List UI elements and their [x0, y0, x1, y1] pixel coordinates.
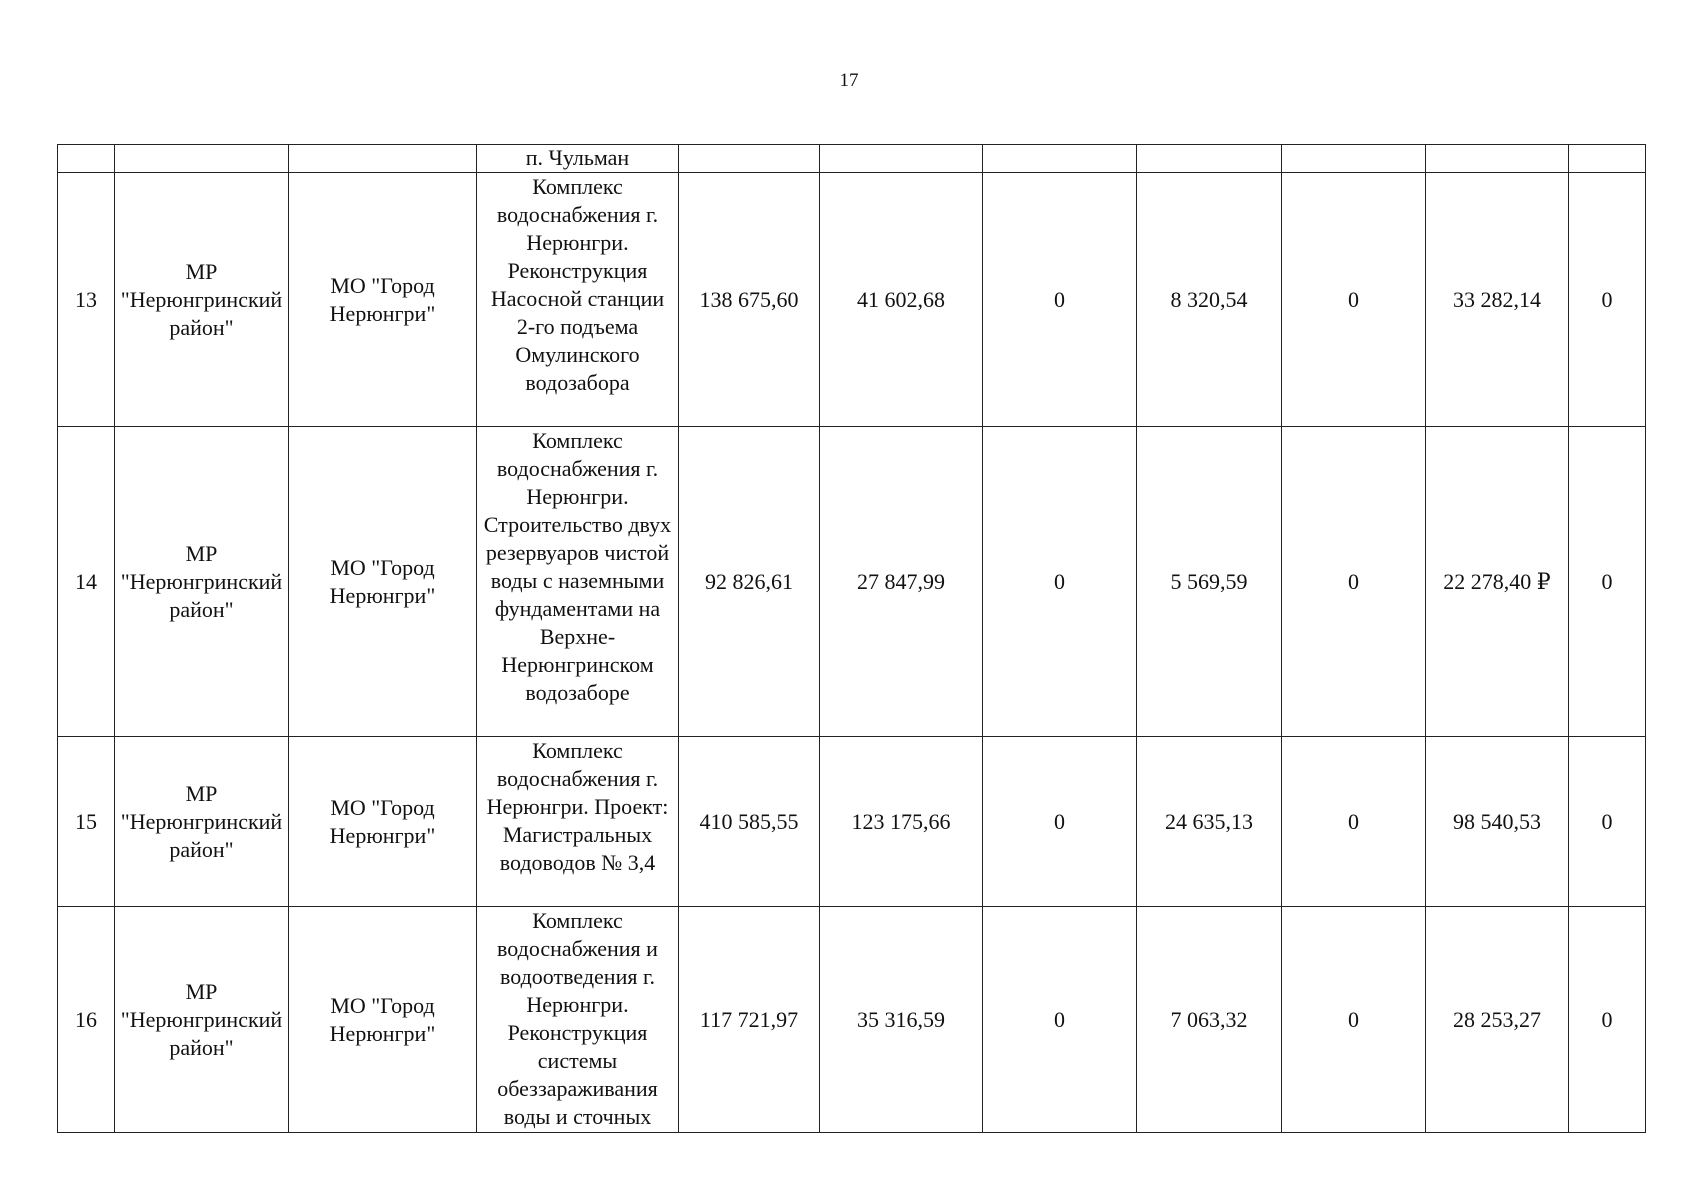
- table-row: [58, 907, 1646, 1133]
- cell-description: Комплекс водоснабжения г. Нерюнгри. Строительство двух резервуаров чистой воды с наземными фундаментами на Верхне-Нерюнгринском водозаборе: [477, 427, 679, 737]
- cell-description: Комплекс водоснабжения и водоотведения г. Нерюнгри. Реконструкция системы обеззараживания воды и сточных: [477, 907, 679, 1133]
- cell-value-1: 117 721,97: [679, 907, 820, 1133]
- cell-value-7: 0: [1569, 907, 1646, 1133]
- cell-value-6: 28 253,27: [1426, 907, 1569, 1133]
- cell-municipality: МО "Город Нерюнгри": [289, 427, 477, 737]
- cell-value-4: 7 063,32: [1137, 907, 1282, 1133]
- cell-value-1: 138 675,60: [679, 173, 820, 427]
- cell-value-1: [679, 145, 820, 173]
- financing-table: [57, 144, 1646, 1133]
- cell-value-2: 35 316,59: [820, 907, 983, 1133]
- cell-value-4: 8 320,54: [1137, 173, 1282, 427]
- cell-district: МР "Нерюнгринский район": [115, 737, 289, 907]
- cell-value-5: 0: [1282, 907, 1426, 1133]
- cell-district: [115, 145, 289, 173]
- cell-district: МР "Нерюнгринский район": [115, 173, 289, 427]
- cell-value-3: 0: [983, 173, 1137, 427]
- cell-index: [58, 145, 115, 173]
- cell-value-6: [1426, 145, 1569, 173]
- cell-index: 16: [58, 907, 115, 1133]
- table-row: [58, 427, 1646, 737]
- cell-value-2: [820, 145, 983, 173]
- cell-value-4: 5 569,59: [1137, 427, 1282, 737]
- cell-value-5: 0: [1282, 173, 1426, 427]
- cell-index: 13: [58, 173, 115, 427]
- cell-value-7: 0: [1569, 173, 1646, 427]
- cell-value-1: 92 826,61: [679, 427, 820, 737]
- cell-value-6: 98 540,53: [1426, 737, 1569, 907]
- cell-value-4: [1137, 145, 1282, 173]
- table-row-continuation: [58, 145, 1646, 173]
- cell-value-1: 410 585,55: [679, 737, 820, 907]
- cell-value-2: 41 602,68: [820, 173, 983, 427]
- page-number: 17: [839, 70, 859, 91]
- cell-district: МР "Нерюнгринский район": [115, 907, 289, 1133]
- cell-municipality: МО "Город Нерюнгри": [289, 737, 477, 907]
- cell-index: 15: [58, 737, 115, 907]
- cell-value-5: 0: [1282, 427, 1426, 737]
- cell-value-3: [983, 145, 1137, 173]
- table-row: [58, 173, 1646, 427]
- cell-value-5: 0: [1282, 737, 1426, 907]
- cell-value-4: 24 635,13: [1137, 737, 1282, 907]
- cell-municipality: МО "Город Нерюнгри": [289, 907, 477, 1133]
- cell-description: Комплекс водоснабжения г. Нерюнгри. Проект: Магистральных водоводов № 3,4: [477, 737, 679, 907]
- table-row: [58, 737, 1646, 907]
- cell-value-2: 27 847,99: [820, 427, 983, 737]
- cell-value-7: 0: [1569, 737, 1646, 907]
- cell-value-6: 22 278,40 ₽: [1426, 427, 1569, 737]
- cell-description: п. Чульман: [477, 145, 679, 173]
- cell-index: 14: [58, 427, 115, 737]
- cell-municipality: МО "Город Нерюнгри": [289, 173, 477, 427]
- cell-description: Комплекс водоснабжения г. Нерюнгри. Реконструкция Насосной станции 2-го подъема Омулинского водозабора: [477, 173, 679, 427]
- cell-value-2: 123 175,66: [820, 737, 983, 907]
- cell-value-5: [1282, 145, 1426, 173]
- cell-value-7: [1569, 145, 1646, 173]
- cell-district: МР "Нерюнгринский район": [115, 427, 289, 737]
- cell-value-6: 33 282,14: [1426, 173, 1569, 427]
- cell-municipality: [289, 145, 477, 173]
- cell-value-3: 0: [983, 907, 1137, 1133]
- cell-value-7: 0: [1569, 427, 1646, 737]
- cell-value-3: 0: [983, 737, 1137, 907]
- cell-value-3: 0: [983, 427, 1137, 737]
